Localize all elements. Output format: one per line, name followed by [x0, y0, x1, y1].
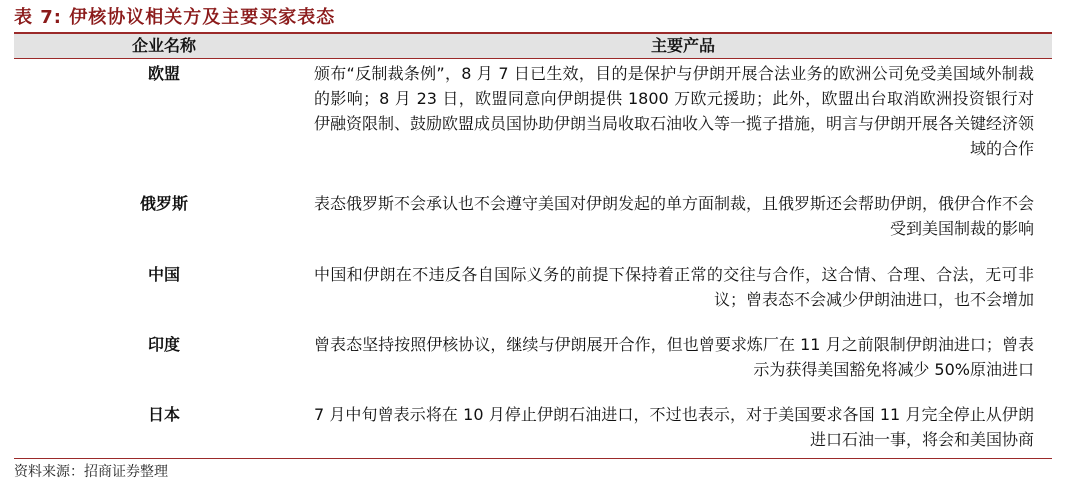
table-title: 表 7: 伊核协议相关方及主要买家表态 [14, 7, 336, 28]
row-name: 俄罗斯 [139, 194, 188, 213]
header-main-products: 主要产品 [650, 36, 715, 55]
row-desc: 颁布“反制裁条例”，8 月 7 日已生效，目的是保护与伊朗开展合法业务的欧洲公司免受美国域外制裁的影响；8 月 23 日，欧盟同意向伊朗提供 1800 万欧元援助；此外，欧盟出台取消欧洲投资银行对伊融资限制、鼓励欧盟成员国协助伊朗当局收取石油收入等一揽子措施，明言与伊朗开展各关键经济领域的合作 [314, 64, 1035, 158]
table-header [14, 34, 1052, 58]
row-name: 中国 [147, 265, 180, 284]
source-note: 资料来源：招商证券整理 [14, 464, 168, 480]
header-company-name: 企业名称 [131, 36, 196, 55]
row-name: 日本 [147, 405, 180, 424]
bottom-rule [14, 458, 1052, 459]
row-desc: 曾表态坚持按照伊核协议，继续与伊朗展开合作，但也曾要求炼厂在 11 月之前限制伊朗油进口；曾表示为获得美国豁免将减少 50%原油进口 [314, 335, 1034, 379]
header-rule [14, 58, 1052, 59]
row-desc: 表态俄罗斯不会承认也不会遵守美国对伊朗发起的单方面制裁，且俄罗斯还会帮助伊朗，俄伊合作不会受到美国制裁的影响 [314, 194, 1035, 238]
row-desc: 7 月中旬曾表示将在 10 月停止伊朗石油进口，不过也表示，对于美国要求各国 11 月完全停止从伊朗进口石油一事，将会和美国协商 [314, 405, 1034, 449]
row-name: 印度 [147, 335, 180, 354]
row-name: 欧盟 [147, 64, 180, 83]
row-desc: 中国和伊朗在不违反各自国际义务的前提下保持着正常的交往与合作，这合情、合理、合法，无可非议；曾表态不会减少伊朗油进口，也不会增加 [314, 265, 1034, 309]
